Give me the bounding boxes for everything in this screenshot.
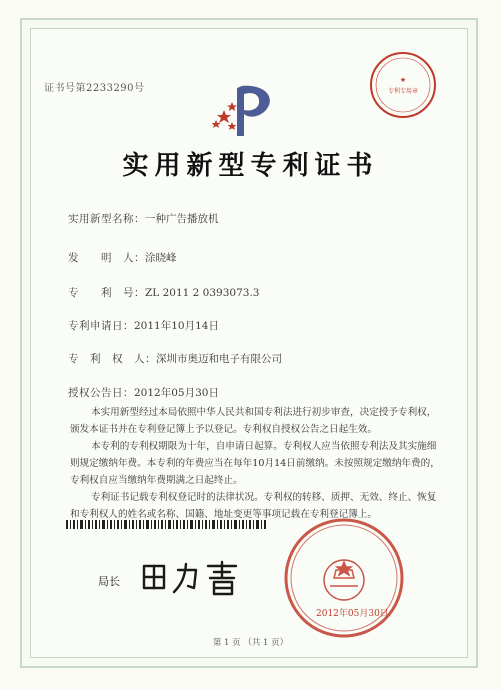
certificate-body [70,404,440,523]
field-value: 一种广告播放机 [145,213,219,225]
svg-text:★: ★ [399,76,407,84]
field-label: 专 利 权 人： [68,353,156,365]
field-patentee [68,351,282,366]
field-value: 2011年10月14日 [134,320,219,332]
stamp-center-text: 专利专用章 [387,88,419,95]
field-utility-model-name [68,211,219,226]
field-grant-date [68,385,219,400]
field-label: 实用新型名称： [68,213,145,225]
field-label: 发 明 人： [68,252,145,264]
field-label: 授权公告日： [68,387,134,399]
body-paragraph: 本专利的专利权期限为十年，自申请日起算。专利权人应当依照专利法及其实施细则规定缴纳年费。本专利的年费应当在每年10月14日前缴纳。未按照规定缴纳年费的，专利权自应当缴纳年费期满之日起终止。 [70,441,440,486]
field-value: 涂晓峰 [145,252,177,264]
page-footer: 第 1 页 （共 1 页） [212,638,289,648]
body-paragraph: 专利证书记载专利权登记时的法律状况。专利权的转移、质押、无效、终止、恢复和专利权人的姓名或名称、国籍、地址变更等事项记载在专利登记簿上。 [70,492,437,520]
certificate-number: 证书号第2233290号 [44,83,145,94]
signature-icon [138,558,248,598]
seal-date: 2012年05月30日 [316,609,389,619]
chief-label: 局长 [98,575,120,588]
field-inventor [68,250,177,265]
field-patent-number [68,285,259,300]
field-value: ZL 2011 2 0393073.3 [145,287,260,299]
field-label: 专利申请日： [68,320,134,332]
field-label: 专 利 号： [68,287,145,299]
official-seal-icon [282,516,406,640]
body-paragraph: 本实用新型经过本局依照中华人民共和国专利法进行初步审查，决定授予专利权，颁发本证书并在专利登记簿上予以登记。专利权自授权公告之日起生效。 [70,407,437,435]
agency-stamp-icon [368,50,438,120]
field-value: 2012年05月30日 [134,387,219,399]
patent-office-logo [204,80,284,140]
field-filing-date [68,318,219,333]
document-title: 实用新型专利证书 [122,151,379,181]
field-value: 深圳市奥迈和电子有限公司 [156,353,282,365]
barcode-icon [66,520,266,529]
